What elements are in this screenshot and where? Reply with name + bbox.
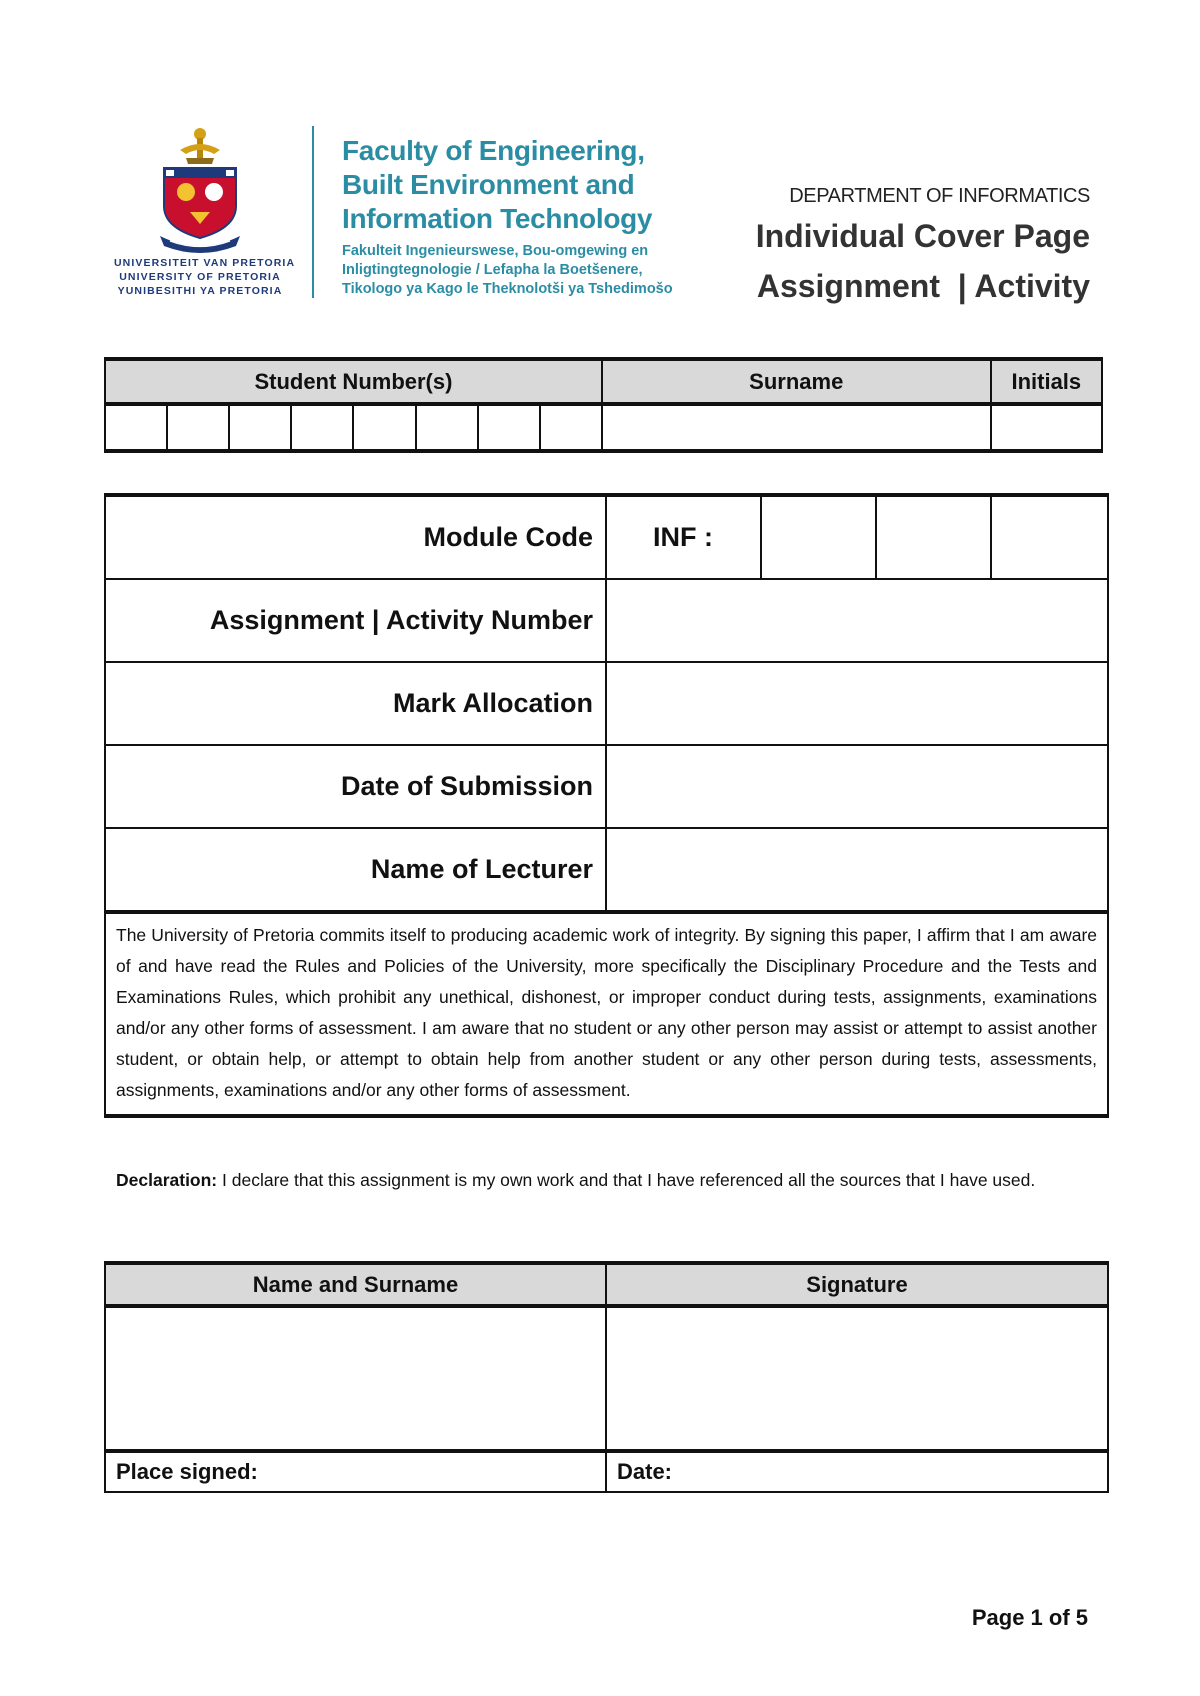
student-number-digit-cell[interactable] <box>353 404 415 451</box>
module-code-digit-field[interactable] <box>991 495 1108 579</box>
lecturer-name-field[interactable] <box>606 828 1108 912</box>
date-of-submission-label: Date of Submission <box>105 745 606 828</box>
initials-field[interactable] <box>991 404 1102 451</box>
student-number-digit-cell[interactable] <box>229 404 291 451</box>
faculty-subtitle-line: Fakulteit Ingenieurswese, Bou-omgewing en <box>342 243 649 259</box>
module-code-digit-field[interactable] <box>761 495 876 579</box>
department-name: DEPARTMENT OF INFORMATICS <box>789 185 1090 207</box>
cover-page-title: Individual Cover Page <box>755 218 1090 254</box>
faculty-title-line: Faculty of Engineering, <box>342 135 645 166</box>
faculty-subtitle-line: Tikologo ya Kago le Theknolotši ya Tshedimošo <box>342 281 673 297</box>
faculty-title-line: Information Technology <box>342 203 653 234</box>
university-name-sepedi: YUNIBESITHI YA PRETORIA <box>117 285 283 297</box>
signature-field[interactable] <box>606 1306 1108 1451</box>
student-details-table <box>104 357 1103 453</box>
mark-allocation-field[interactable] <box>606 662 1108 745</box>
date-of-submission-field[interactable] <box>606 745 1108 828</box>
date-signed-field[interactable] <box>606 1451 1108 1492</box>
name-surname-field[interactable] <box>105 1306 606 1451</box>
module-code-label: Module Code <box>105 495 606 579</box>
university-names <box>114 256 296 298</box>
student-number-digit-cell[interactable] <box>540 404 602 451</box>
declaration-label: Declaration: <box>116 1170 218 1190</box>
student-number-digit-cell[interactable] <box>478 404 540 451</box>
student-number-digit-cell[interactable] <box>167 404 229 451</box>
student-number-header: Student Number(s) <box>105 359 602 404</box>
mark-allocation-label: Mark Allocation <box>105 662 606 745</box>
university-name-afrikaans: UNIVERSITEIT VAN PRETORIA <box>114 257 296 269</box>
cover-page-subtitle: Assignment | Activity <box>756 268 1090 304</box>
signature-header: Signature <box>606 1263 1108 1306</box>
student-number-digit-cell[interactable] <box>105 404 167 451</box>
assignment-number-field[interactable] <box>606 579 1108 662</box>
initials-header: Initials <box>991 359 1102 404</box>
place-signed-label: Place signed: <box>116 1459 258 1484</box>
student-number-digit-cell[interactable] <box>291 404 353 451</box>
page-number: Page 1 of 5 <box>971 1605 1088 1630</box>
name-surname-header: Name and Surname <box>105 1263 606 1306</box>
lecturer-name-label: Name of Lecturer <box>105 828 606 912</box>
faculty-name-block <box>342 134 722 299</box>
student-number-digit-cell[interactable] <box>416 404 478 451</box>
assignment-number-label: Assignment | Activity Number <box>105 579 606 662</box>
signature-table <box>104 1261 1109 1493</box>
module-code-digit-field[interactable] <box>876 495 991 579</box>
integrity-statement: The University of Pretoria commits itself to producing academic work of integrity. By signing this paper, I affirm that I am aware of and have read the Rules and Policies of the University, more specifically the Disciplinary Procedure and the Tests and Examinations Rules, which prohibit any unethical, dishonest, or improper conduct during tests, assignments, examinations and/or any other forms of assessment. I am aware that no student or any other person may assist or attempt to assist another student, or obtain help, or attempt to obtain help from another student or any other person during tests, assessments, assignments, examinations and/or any other forms of assessment. <box>105 912 1108 1116</box>
surname-field[interactable] <box>602 404 991 451</box>
faculty-subtitle-line: Inligtingtegnologie / Lefapha la Boetšenere, <box>342 262 643 278</box>
university-name-english: UNIVERSITY OF PRETORIA <box>119 271 281 283</box>
surname-header: Surname <box>602 359 991 404</box>
module-details-table <box>104 493 1109 1118</box>
module-code-prefix: INF : <box>606 495 761 579</box>
place-signed-field[interactable] <box>105 1451 606 1492</box>
declaration-paragraph <box>116 1164 1100 1196</box>
header-divider <box>312 126 314 298</box>
declaration-text: I declare that this assignment is my own work and that I have referenced all the sources that I have used. <box>222 1170 1036 1190</box>
department-title-block <box>670 183 1090 311</box>
date-signed-label: Date: <box>617 1459 673 1484</box>
faculty-title-line: Built Environment and <box>342 169 635 200</box>
university-crest-logo <box>150 124 250 254</box>
